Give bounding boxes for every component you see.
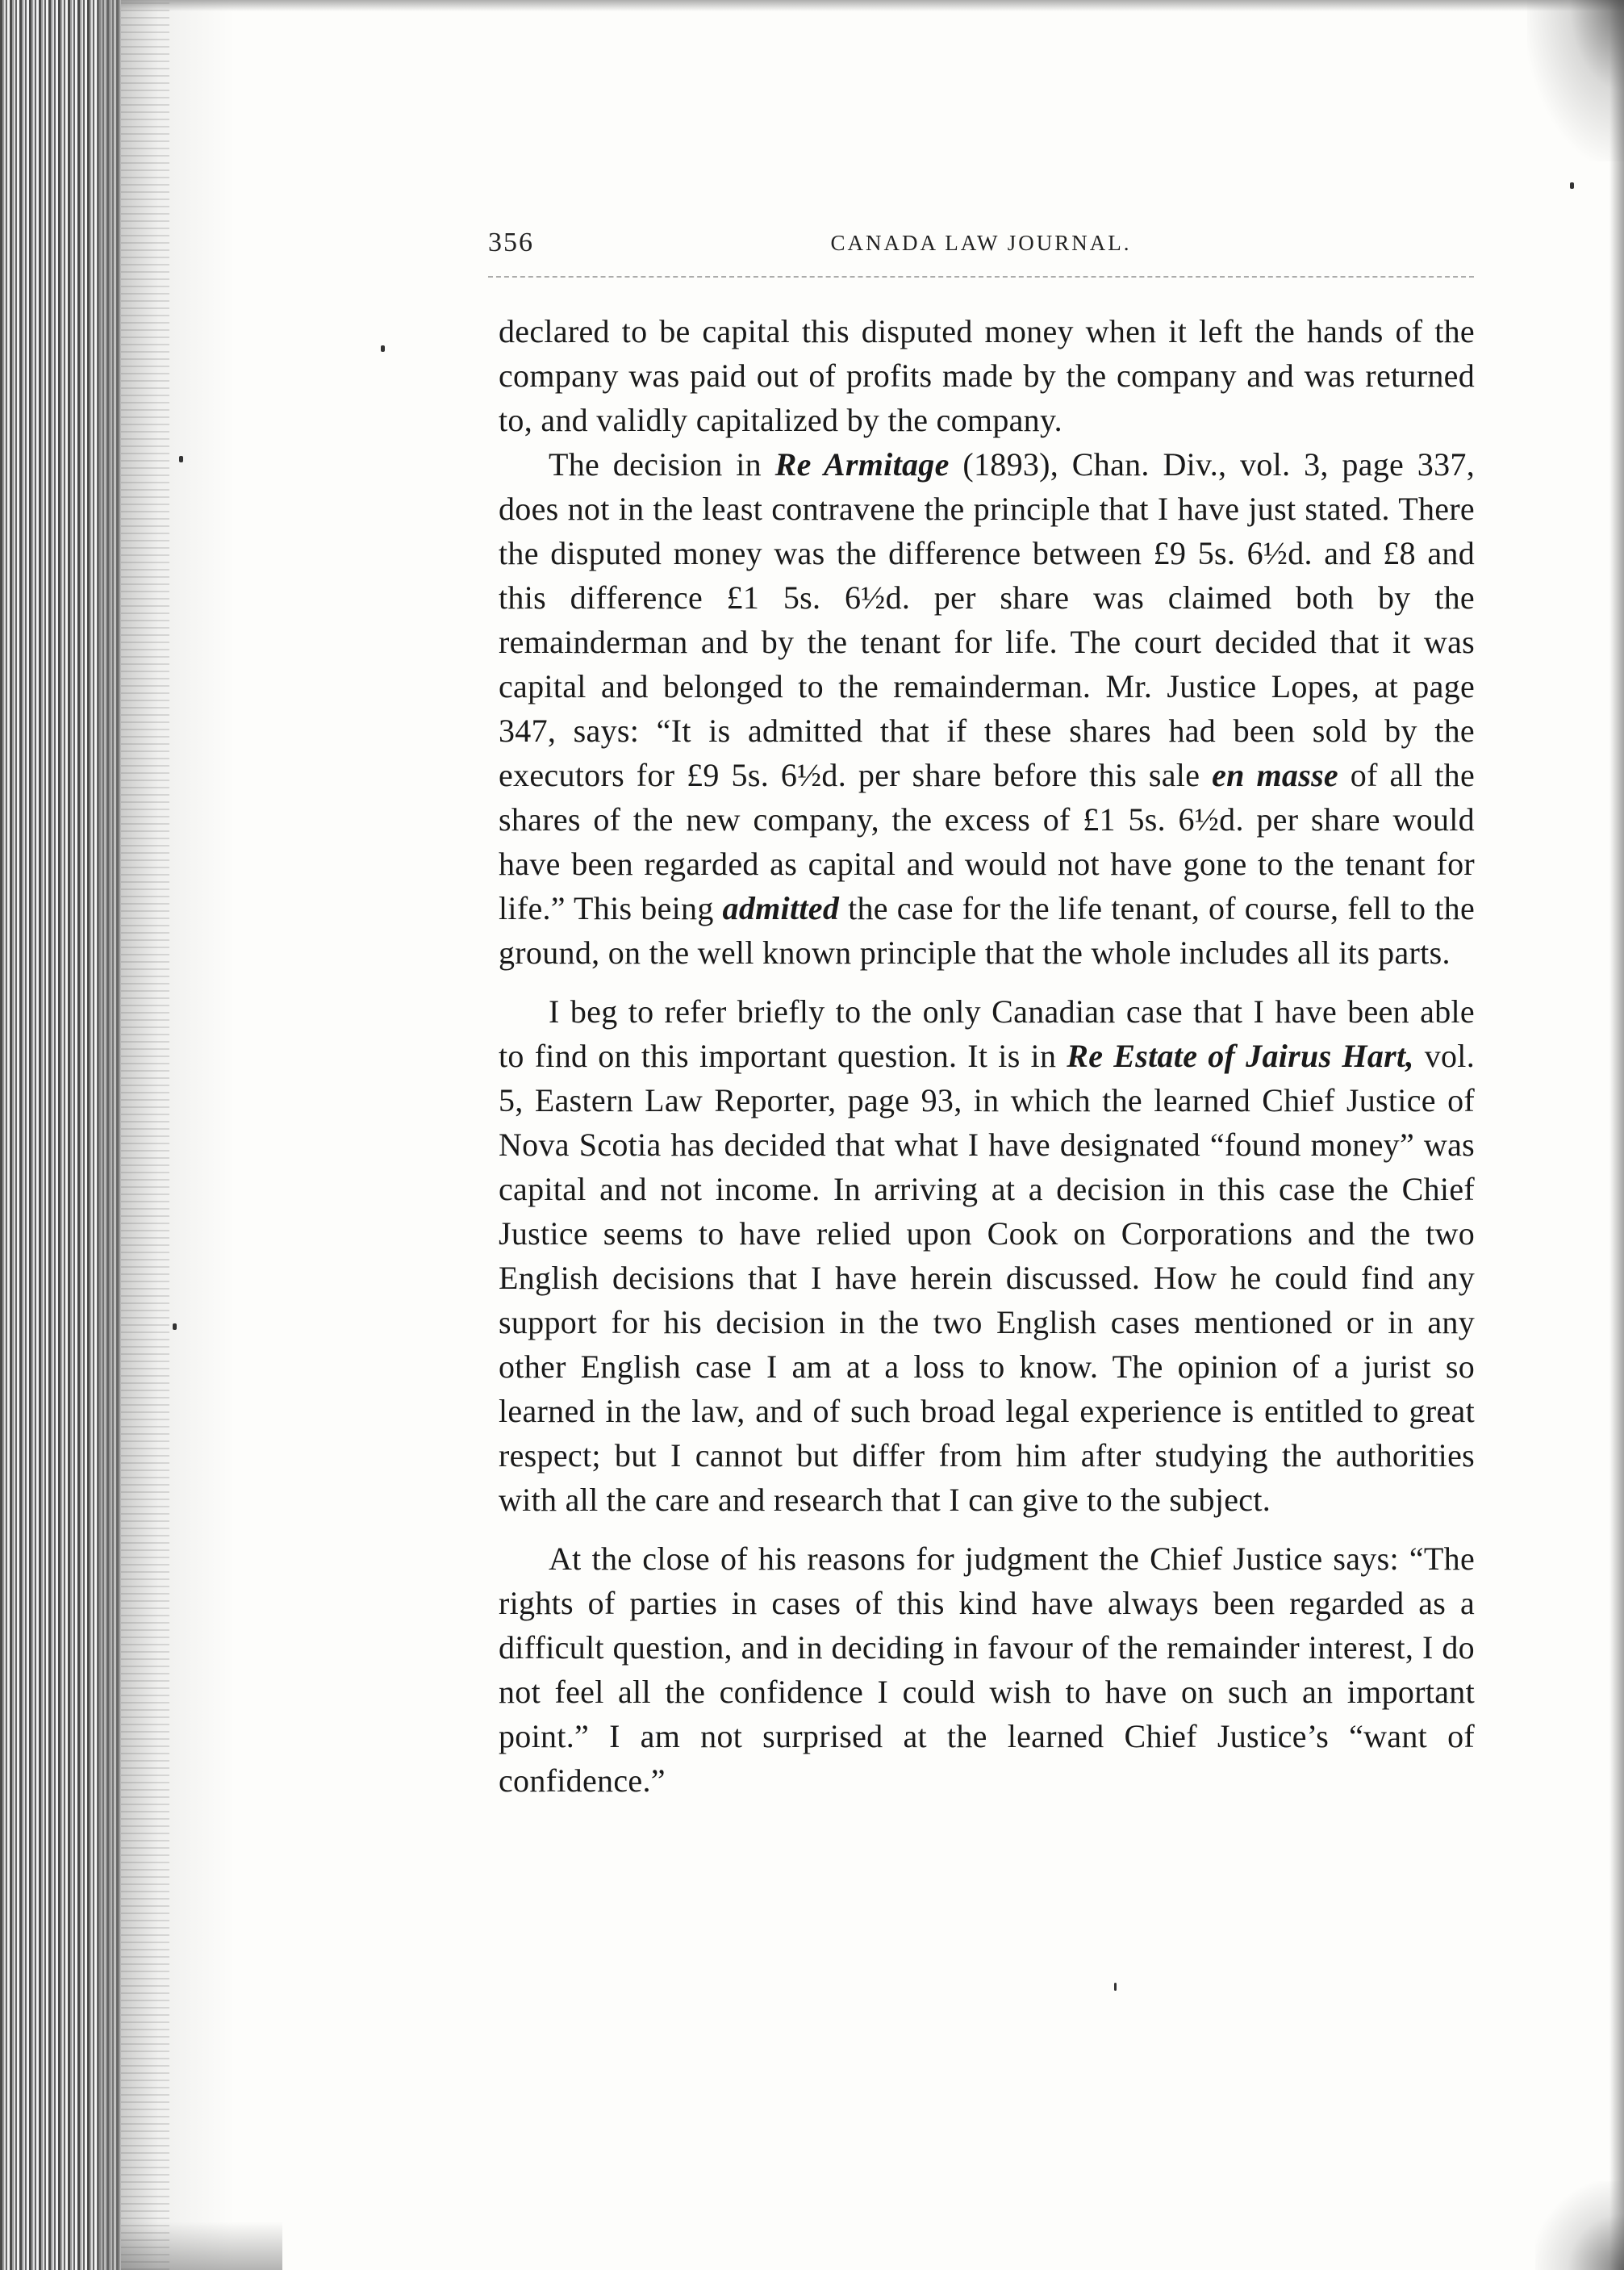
bottom-right-corner-shadow [1535, 2181, 1624, 2270]
text-run: the case for the life tenant, of course, fell to the ground, on the well known principle that the whole includes all its parts. [499, 890, 1475, 971]
text-run: vol. 5, Eastern Law Reporter, page 93, in which the learned Chief Justice of Nova Scotia has decided that what I have designated “found money” was capital and not income. In arriving at a decision in this case the Chief Justice seems to have relied upon Cook on Corporations and the two English decisions that I have herein discussed. How he could find any support for his decision in the two English cases mentioned or in any other English case I am at a loss to know. The opinion of a jurist so learned in the law, and of such broad legal experience is entitled to great respect; but I cannot but differ from him after studying the authorities with all the care and research that I can give to the subject. [499, 1038, 1476, 1518]
header-rule [488, 276, 1474, 278]
paragraph-canadian-case [499, 989, 1475, 1522]
text-run: (1893), Chan. Div., vol. 3, page 337, does not in the least contravene the principle that I have just stated. There the disputed money was the difference between £9 5s. 6½d. and £8 and this difference £1 5s. 6½d. per share was claimed both by the remainderman and by the tenant for life. The court decided that it was capital and belonged to the remainderman. Mr. Justice Lopes, at page 347, says: “It is admitted that if these shares had been sold by the executors for £9 5s. 6½d. per share before this sale [499, 446, 1476, 793]
case-name-italic: Re Estate of Jairus Hart, [1067, 1038, 1414, 1074]
page-number: 356 [488, 228, 534, 257]
emphasis-italic: admitted [722, 890, 840, 926]
running-head [488, 228, 1474, 268]
text-run: I beg to refer briefly to the only Canadian case that I have been able to find on this important question. It is in [499, 993, 1475, 1074]
dust-speck [173, 1323, 177, 1330]
paragraph-continued: declared to be capital this disputed money when it left the hands of the company was paid out of profits made by the company and was returned to, and validly capitalized by the company. [499, 313, 1475, 438]
paragraph-armitage [499, 442, 1475, 975]
dust-speck [381, 345, 385, 352]
journal-title: CANADA LAW JOURNAL. [830, 231, 1132, 255]
right-edge-shadow [1609, 0, 1624, 2270]
text-run: of all the shares of the new company, the excess of £1 5s. 6½d. per share would have been regarded as capital and would not have gone to the tenant for life.” This being [499, 757, 1476, 926]
case-name-italic: Re Armitage [774, 446, 950, 483]
latin-phrase-italic: en masse [1212, 757, 1338, 793]
dust-speck [1114, 1983, 1117, 1991]
dust-speck [179, 456, 183, 462]
bottom-left-shadow [121, 2222, 282, 2270]
top-edge-shadow [121, 0, 1624, 11]
text-run: The decision in [549, 446, 775, 483]
dust-speck [1570, 182, 1574, 189]
paragraph-closing: At the close of his reasons for judgment the Chief Justice says: “The rights of parties in cases of this kind have always been regarded as a difficult question, and in deciding in favour of the remainder interest, I do not feel all the confidence I could wish to have on such an important point.” I am not surprised at the learned Chief Justice’s “want of confidence.” [499, 1541, 1475, 1799]
article-body [499, 309, 1475, 1803]
binding-speckle [121, 0, 169, 2270]
